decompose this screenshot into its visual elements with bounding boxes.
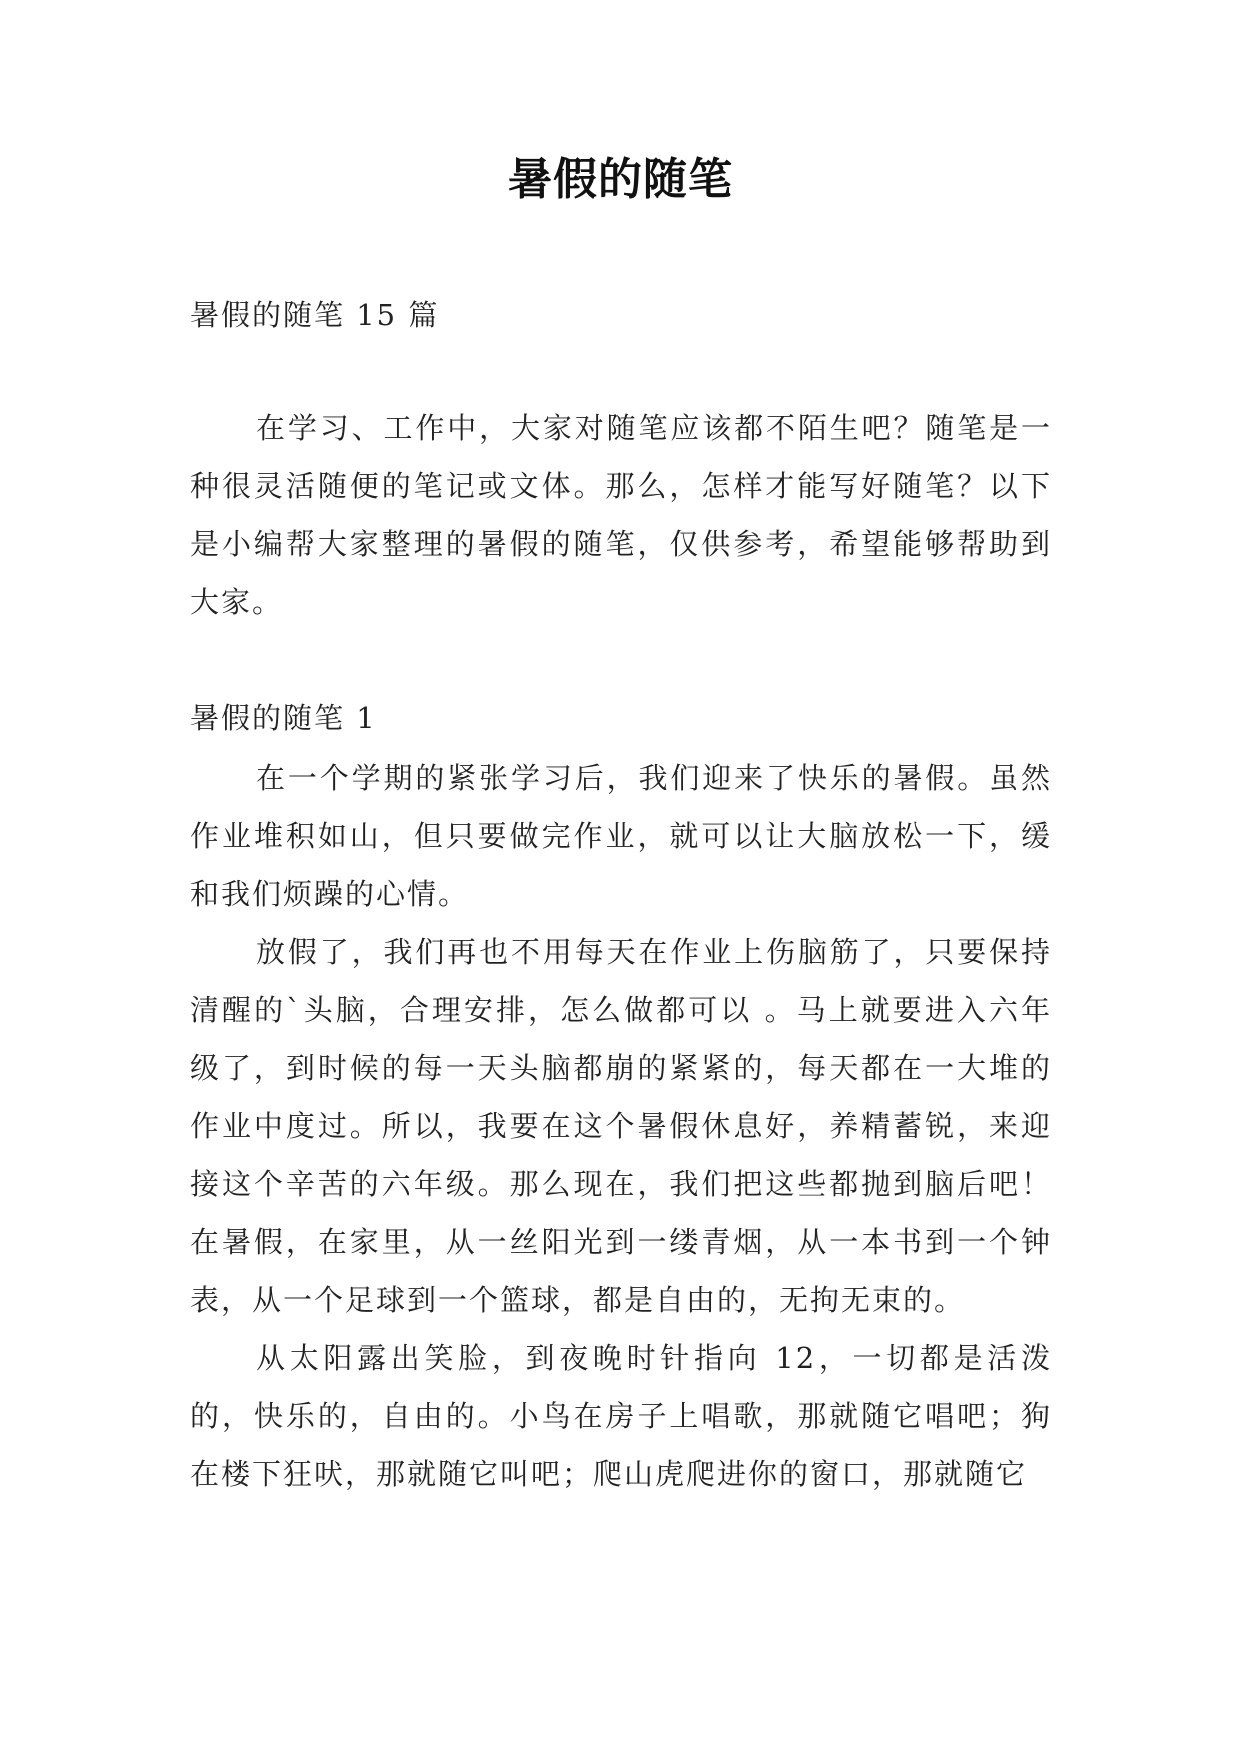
intro-paragraph: 在学习、工作中，大家对随笔应该都不陌生吧？随笔是一种很灵活随便的笔记或文体。那么，怎样才能写好随笔？以下是小编帮大家整理的暑假的随笔，仅供参考，希望能够帮助到大家。 [190,411,1052,619]
essay-paragraph: 放假了，我们再也不用每天在作业上伤脑筋了，只要保持清醒的`头脑，合理安排，怎么做都可以 。马上就要进入六年级了，到时候的每一天头脑都崩的紧紧的，每天都在一大堆的作业中度过。所以，我要在这个暑假休息好，养精蓄锐，来迎接这个辛苦的六年级。那么现在，我们把这些都抛到脑后吧！在暑假，在家里，从一丝阳光到一缕青烟，从一本书到一个钟表，从一个足球到一个篮球，都是自由的，无拘无束的。 [190,935,1052,1317]
essay-body [190,749,1052,1503]
essay-paragraph: 从太阳露出笑脸，到夜晚时针指向 12，一切都是活泼的，快乐的，自由的。小鸟在房子上唱歌，那就随它唱吧；狗在楼下狂吠，那就随它叫吧；爬山虎爬进你的窗口，那就随它 [190,1341,1052,1491]
document-title: 暑假的随笔 [508,154,733,205]
essay-paragraph: 在一个学期的紧张学习后，我们迎来了快乐的暑假。虽然作业堆积如山，但只要做完作业，就可以让大脑放松一下，缓和我们烦躁的心情。 [190,761,1052,911]
document-subtitle: 暑假的随笔 15 篇 [190,298,440,332]
essay-heading: 暑假的随笔 1 [190,701,377,735]
